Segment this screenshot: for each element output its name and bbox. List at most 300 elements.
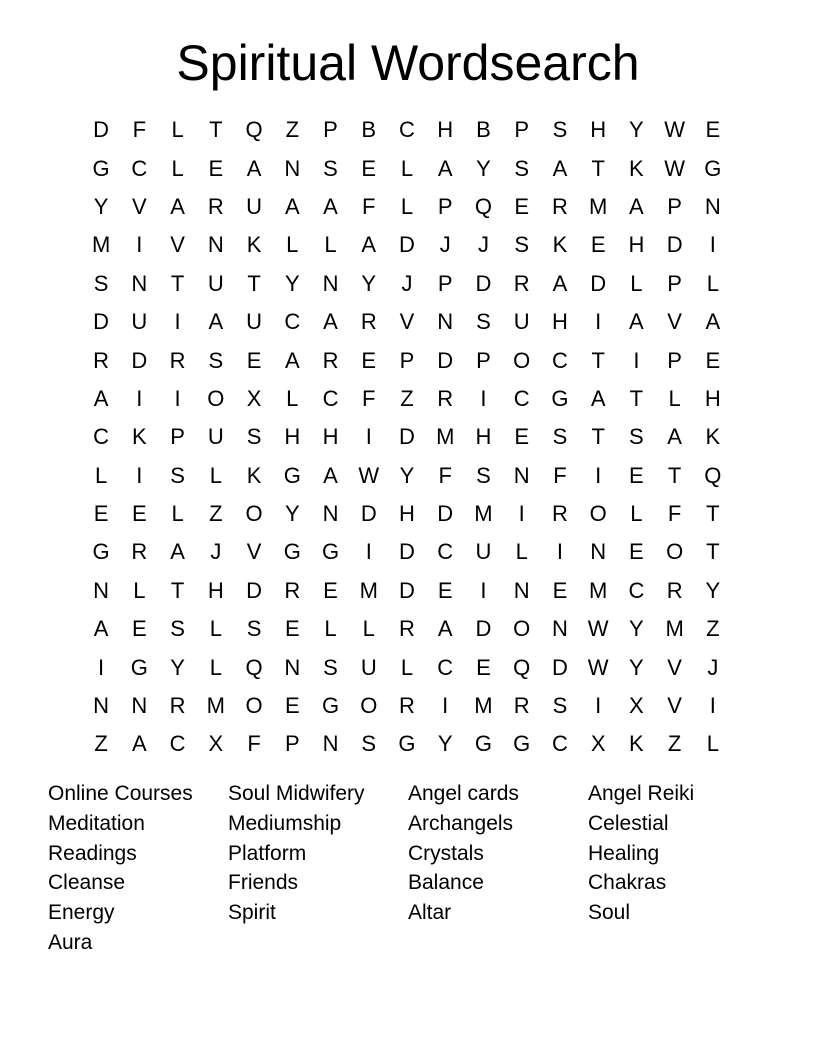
grid-letter: A <box>208 309 224 335</box>
grid-letter: L <box>209 462 222 488</box>
grid-row <box>82 533 732 571</box>
grid-letter: E <box>476 654 491 680</box>
grid-letter: F <box>247 731 261 757</box>
grid-row <box>82 495 732 533</box>
grid-letter: K <box>629 731 644 757</box>
grid-letter: G <box>398 731 416 757</box>
grid-letter: K <box>705 424 721 450</box>
grid-letter: A <box>590 385 606 411</box>
grid-letter: G <box>130 654 148 680</box>
grid-letter: D <box>590 270 607 296</box>
grid-letter: E <box>552 577 568 603</box>
grid-letter: Y <box>361 270 377 296</box>
grid-letter: T <box>591 347 605 373</box>
grid-letter: S <box>246 424 262 450</box>
grid-letter: I <box>556 539 563 565</box>
grid-letter: E <box>361 347 377 373</box>
grid-letter: D <box>666 232 683 258</box>
grid-letter: K <box>629 155 644 181</box>
grid-letter: D <box>93 117 110 143</box>
grid-letter: R <box>513 270 530 296</box>
grid-letter: U <box>475 539 492 565</box>
grid-letter: L <box>362 616 375 642</box>
grid-letter: A <box>361 232 377 258</box>
grid-letter: Q <box>474 193 493 219</box>
grid-letter: C <box>628 577 645 603</box>
grid-letter: N <box>322 501 339 527</box>
grid-letter: N <box>322 270 339 296</box>
grid-letter: G <box>321 539 340 565</box>
grid-letter: R <box>169 693 186 719</box>
grid-letter: L <box>630 270 643 296</box>
grid-row <box>82 418 732 456</box>
grid-letter: L <box>324 616 337 642</box>
grid-letter: G <box>704 155 722 181</box>
grid-letter: L <box>171 155 184 181</box>
letter-grid <box>82 111 732 764</box>
grid-letter: V <box>246 539 262 565</box>
grid-letter: W <box>664 117 686 143</box>
grid-letter: H <box>322 424 339 450</box>
grid-letter: I <box>518 501 525 527</box>
grid-letter: U <box>207 270 224 296</box>
grid-letter: Z <box>667 731 682 757</box>
grid-letter: F <box>362 193 376 219</box>
grid-letter: E <box>629 539 644 565</box>
grid-letter: P <box>284 731 300 757</box>
grid-letter: E <box>705 347 721 373</box>
grid-letter: R <box>551 193 568 219</box>
grid-letter: E <box>590 232 606 258</box>
word-list-item: Soul <box>588 901 631 925</box>
grid-letter: I <box>174 309 181 335</box>
grid-letter: U <box>513 309 530 335</box>
grid-letter: L <box>400 654 414 680</box>
grid-letter: K <box>552 232 568 258</box>
grid-letter: A <box>629 193 644 219</box>
grid-letter: A <box>437 616 453 642</box>
grid-letter: V <box>132 193 147 219</box>
grid-letter: C <box>169 731 186 757</box>
word-list-item: Spirit <box>228 901 276 925</box>
grid-letter: N <box>131 693 148 719</box>
grid-letter: I <box>633 347 640 373</box>
grid-letter: N <box>93 577 110 603</box>
word-list-item: Balance <box>408 871 484 895</box>
grid-letter: D <box>551 654 568 680</box>
grid-letter: N <box>93 693 110 719</box>
grid-letter: I <box>480 385 487 411</box>
grid-letter: M <box>474 693 493 719</box>
grid-letter: A <box>284 347 300 373</box>
grid-letter: A <box>629 309 644 335</box>
grid-letter: N <box>513 577 530 603</box>
grid-letter: D <box>399 577 415 603</box>
grid-letter: I <box>136 232 143 258</box>
grid-letter: L <box>286 232 299 258</box>
grid-letter: S <box>552 424 568 450</box>
grid-letter: U <box>131 309 148 335</box>
word-list-item: Chakras <box>588 871 667 895</box>
grid-letter: Y <box>629 654 644 680</box>
grid-letter: C <box>131 155 148 181</box>
grid-letter: G <box>92 155 110 181</box>
grid-letter: R <box>551 501 568 527</box>
grid-letter: A <box>552 270 568 296</box>
grid-row <box>82 265 732 303</box>
grid-letter: O <box>245 693 263 719</box>
grid-letter: T <box>591 155 605 181</box>
grid-letter: T <box>667 462 682 488</box>
grid-letter: N <box>704 193 721 219</box>
grid-letter: Y <box>93 193 109 219</box>
grid-letter: D <box>399 539 415 565</box>
grid-letter: F <box>132 117 147 143</box>
grid-letter: I <box>98 654 105 680</box>
grid-letter: V <box>667 309 682 335</box>
grid-letter: P <box>514 117 530 143</box>
grid-letter: W <box>587 616 609 642</box>
grid-row <box>82 648 732 686</box>
grid-letter: Z <box>285 117 300 143</box>
grid-letter: R <box>284 577 301 603</box>
grid-letter: D <box>246 577 262 603</box>
grid-letter: L <box>171 117 184 143</box>
grid-letter: T <box>706 539 720 565</box>
grid-letter: T <box>247 270 261 296</box>
grid-letter: H <box>207 577 224 603</box>
grid-letter: P <box>667 270 682 296</box>
grid-letter: D <box>475 270 492 296</box>
page-title: Spiritual Wordsearch <box>176 35 640 91</box>
grid-letter: E <box>208 155 224 181</box>
grid-letter: A <box>170 193 185 219</box>
grid-letter: V <box>399 309 415 335</box>
word-list-item: Mediumship <box>228 811 342 835</box>
grid-letter: S <box>93 270 109 296</box>
grid-letter: R <box>666 577 683 603</box>
word-list-item: Readings <box>48 841 137 865</box>
grid-letter: Y <box>284 501 300 527</box>
grid-letter: Y <box>284 270 300 296</box>
grid-letter: A <box>323 309 338 335</box>
grid-letter: S <box>514 155 530 181</box>
word-list-item: Energy <box>48 901 115 925</box>
grid-row <box>82 226 732 264</box>
grid-letter: O <box>513 616 531 642</box>
grid-letter: O <box>589 501 607 527</box>
grid-letter: G <box>513 731 531 757</box>
grid-letter: M <box>359 577 378 603</box>
grid-letter: G <box>551 385 569 411</box>
grid-letter: R <box>437 385 454 411</box>
grid-letter: J <box>707 654 719 680</box>
grid-letter: A <box>323 462 338 488</box>
word-list-item: Celestial <box>588 811 669 835</box>
grid-letter: Y <box>476 155 491 181</box>
grid-letter: S <box>361 731 377 757</box>
grid-letter: N <box>284 654 301 680</box>
grid-letter: L <box>286 385 299 411</box>
grid-letter: M <box>436 424 455 450</box>
word-list-item: Meditation <box>48 811 145 835</box>
grid-letter: F <box>667 501 682 527</box>
grid-letter: A <box>170 539 185 565</box>
grid-letter: L <box>171 501 184 527</box>
grid-letter: L <box>706 270 719 296</box>
grid-letter: H <box>628 232 645 258</box>
grid-letter: S <box>323 155 338 181</box>
grid-letter: R <box>399 693 415 719</box>
grid-letter: I <box>365 424 372 450</box>
grid-letter: I <box>174 385 181 411</box>
grid-letter: C <box>513 385 530 411</box>
grid-letter: I <box>595 693 602 719</box>
grid-letter: O <box>513 347 531 373</box>
word-list-item: Healing <box>588 841 660 865</box>
grid-letter: D <box>475 616 492 642</box>
grid-letter: E <box>132 616 147 642</box>
grid-letter: Z <box>400 385 414 411</box>
grid-letter: T <box>209 117 223 143</box>
grid-letter: H <box>551 309 568 335</box>
grid-letter: P <box>667 193 682 219</box>
word-list-item: Aura <box>48 930 93 954</box>
grid-row <box>82 457 732 495</box>
grid-letter: O <box>245 501 263 527</box>
grid-letter: F <box>362 385 376 411</box>
grid-row <box>82 725 732 763</box>
grid-letter: U <box>360 654 377 680</box>
grid-letter: P <box>323 117 338 143</box>
grid-letter: A <box>323 193 338 219</box>
grid-letter: O <box>207 385 225 411</box>
grid-letter: Z <box>94 731 108 757</box>
grid-letter: G <box>321 693 340 719</box>
grid-letter: H <box>399 501 415 527</box>
grid-letter: Z <box>209 501 223 527</box>
grid-letter: N <box>322 731 339 757</box>
grid-letter: M <box>589 193 608 219</box>
grid-letter: T <box>706 501 720 527</box>
grid-letter: D <box>131 347 148 373</box>
grid-letter: B <box>476 117 491 143</box>
grid-letter: S <box>552 693 568 719</box>
grid-letter: Y <box>399 462 415 488</box>
grid-letter: L <box>133 577 146 603</box>
grid-letter: S <box>208 347 224 373</box>
word-list <box>48 779 768 958</box>
grid-letter: R <box>513 693 530 719</box>
word-list-item: Archangels <box>408 811 514 835</box>
grid-letter: D <box>437 501 454 527</box>
word-list-item: Platform <box>228 841 307 865</box>
grid-letter: L <box>515 539 528 565</box>
grid-letter: S <box>476 462 491 488</box>
grid-letter: W <box>664 155 686 181</box>
grid-letter: J <box>439 232 451 258</box>
word-list-item: Angel cards <box>408 782 519 805</box>
grid-letter: S <box>629 424 644 450</box>
grid-letter: D <box>399 424 415 450</box>
grid-letter: J <box>401 270 413 296</box>
grid-letter: E <box>705 117 721 143</box>
grid-letter: Q <box>245 654 263 680</box>
grid-letter: K <box>132 424 147 450</box>
grid-letter: T <box>170 577 185 603</box>
grid-letter: D <box>437 347 454 373</box>
word-list-item: Cleanse <box>48 871 126 895</box>
grid-letter: L <box>630 501 643 527</box>
grid-letter: R <box>399 616 415 642</box>
grid-letter: R <box>93 347 110 373</box>
grid-letter: N <box>590 539 607 565</box>
grid-letter: A <box>284 193 300 219</box>
grid-letter: E <box>93 501 109 527</box>
grid-letter: C <box>93 424 110 450</box>
grid-letter: M <box>474 501 493 527</box>
grid-letter: Q <box>704 462 722 488</box>
grid-letter: I <box>709 693 716 719</box>
grid-row <box>82 303 732 341</box>
grid-letter: A <box>93 385 109 411</box>
grid-letter: D <box>399 232 415 258</box>
grid-letter: K <box>246 462 262 488</box>
grid-letter: H <box>704 385 721 411</box>
grid-letter: C <box>551 347 568 373</box>
grid-row <box>82 610 732 648</box>
grid-letter: I <box>595 309 602 335</box>
grid-letter: Q <box>513 654 531 680</box>
grid-letter: R <box>131 539 148 565</box>
grid-letter: A <box>552 155 568 181</box>
grid-letter: I <box>136 385 143 411</box>
grid-row <box>82 380 732 418</box>
grid-letter: K <box>246 232 262 258</box>
grid-letter: V <box>667 654 682 680</box>
grid-letter: S <box>170 616 185 642</box>
grid-letter: R <box>169 347 186 373</box>
grid-letter: R <box>322 347 339 373</box>
grid-letter: J <box>477 232 489 258</box>
grid-letter: B <box>361 117 377 143</box>
grid-row <box>82 341 732 379</box>
grid-letter: A <box>667 424 682 450</box>
grid-letter: U <box>246 309 262 335</box>
grid-letter: N <box>437 309 454 335</box>
grid-letter: R <box>207 193 224 219</box>
grid-letter: C <box>437 539 454 565</box>
grid-letter: Y <box>705 577 721 603</box>
grid-letter: I <box>365 539 372 565</box>
grid-letter: J <box>210 539 222 565</box>
grid-letter: E <box>284 616 300 642</box>
grid-letter: Z <box>706 616 720 642</box>
grid-letter: S <box>246 616 262 642</box>
grid-row <box>82 149 732 187</box>
grid-letter: P <box>170 424 185 450</box>
grid-letter: P <box>437 270 453 296</box>
grid-letter: M <box>206 693 225 719</box>
grid-letter: T <box>591 424 605 450</box>
grid-letter: H <box>284 424 301 450</box>
grid-row <box>82 572 732 610</box>
grid-letter: I <box>136 462 143 488</box>
grid-letter: N <box>284 155 301 181</box>
grid-letter: L <box>400 155 414 181</box>
grid-letter: E <box>514 424 530 450</box>
grid-letter: X <box>590 731 606 757</box>
grid-letter: Y <box>629 616 644 642</box>
grid-letter: N <box>551 616 568 642</box>
grid-row <box>82 687 732 725</box>
grid-letter: I <box>442 693 449 719</box>
grid-letter: C <box>322 385 339 411</box>
grid-letter: Y <box>170 654 185 680</box>
grid-letter: Q <box>245 117 263 143</box>
grid-letter: D <box>93 309 110 335</box>
grid-letter: L <box>209 654 222 680</box>
grid-letter: F <box>438 462 452 488</box>
grid-letter: E <box>514 193 530 219</box>
grid-letter: X <box>246 385 262 411</box>
grid-letter: L <box>668 385 681 411</box>
grid-letter: G <box>92 539 110 565</box>
grid-letter: E <box>323 577 338 603</box>
grid-letter: D <box>360 501 377 527</box>
grid-letter: N <box>131 270 148 296</box>
word-list-item: Online Courses <box>48 782 193 805</box>
grid-letter: M <box>665 616 684 642</box>
grid-letter: M <box>91 232 111 258</box>
grid-letter: I <box>480 577 487 603</box>
grid-letter: R <box>360 309 377 335</box>
grid-letter: T <box>629 385 644 411</box>
grid-letter: E <box>132 501 147 527</box>
grid-letter: H <box>437 117 454 143</box>
word-list-item: Angel Reiki <box>588 782 695 805</box>
grid-letter: S <box>323 654 338 680</box>
grid-letter: P <box>437 193 453 219</box>
grid-letter: O <box>360 693 378 719</box>
grid-letter: O <box>666 539 684 565</box>
grid-letter: X <box>208 731 224 757</box>
grid-letter: H <box>590 117 607 143</box>
grid-letter: S <box>476 309 491 335</box>
grid-letter: Y <box>629 117 644 143</box>
grid-letter: C <box>399 117 415 143</box>
grid-letter: E <box>361 155 377 181</box>
grid-row <box>82 188 732 226</box>
grid-letter: P <box>476 347 491 373</box>
grid-letter: A <box>132 731 147 757</box>
grid-letter: S <box>170 462 185 488</box>
grid-letter: H <box>475 424 492 450</box>
grid-letter: E <box>437 577 453 603</box>
grid-letter: N <box>513 462 530 488</box>
grid-letter: U <box>207 424 224 450</box>
grid-letter: L <box>209 616 222 642</box>
grid-letter: S <box>514 232 530 258</box>
grid-letter: N <box>207 232 224 258</box>
grid-letter: G <box>283 539 301 565</box>
grid-letter: C <box>284 309 301 335</box>
grid-letter: P <box>667 347 682 373</box>
grid-letter: W <box>358 462 380 488</box>
grid-letter: I <box>709 232 716 258</box>
grid-letter: T <box>170 270 185 296</box>
grid-letter: W <box>587 654 609 680</box>
